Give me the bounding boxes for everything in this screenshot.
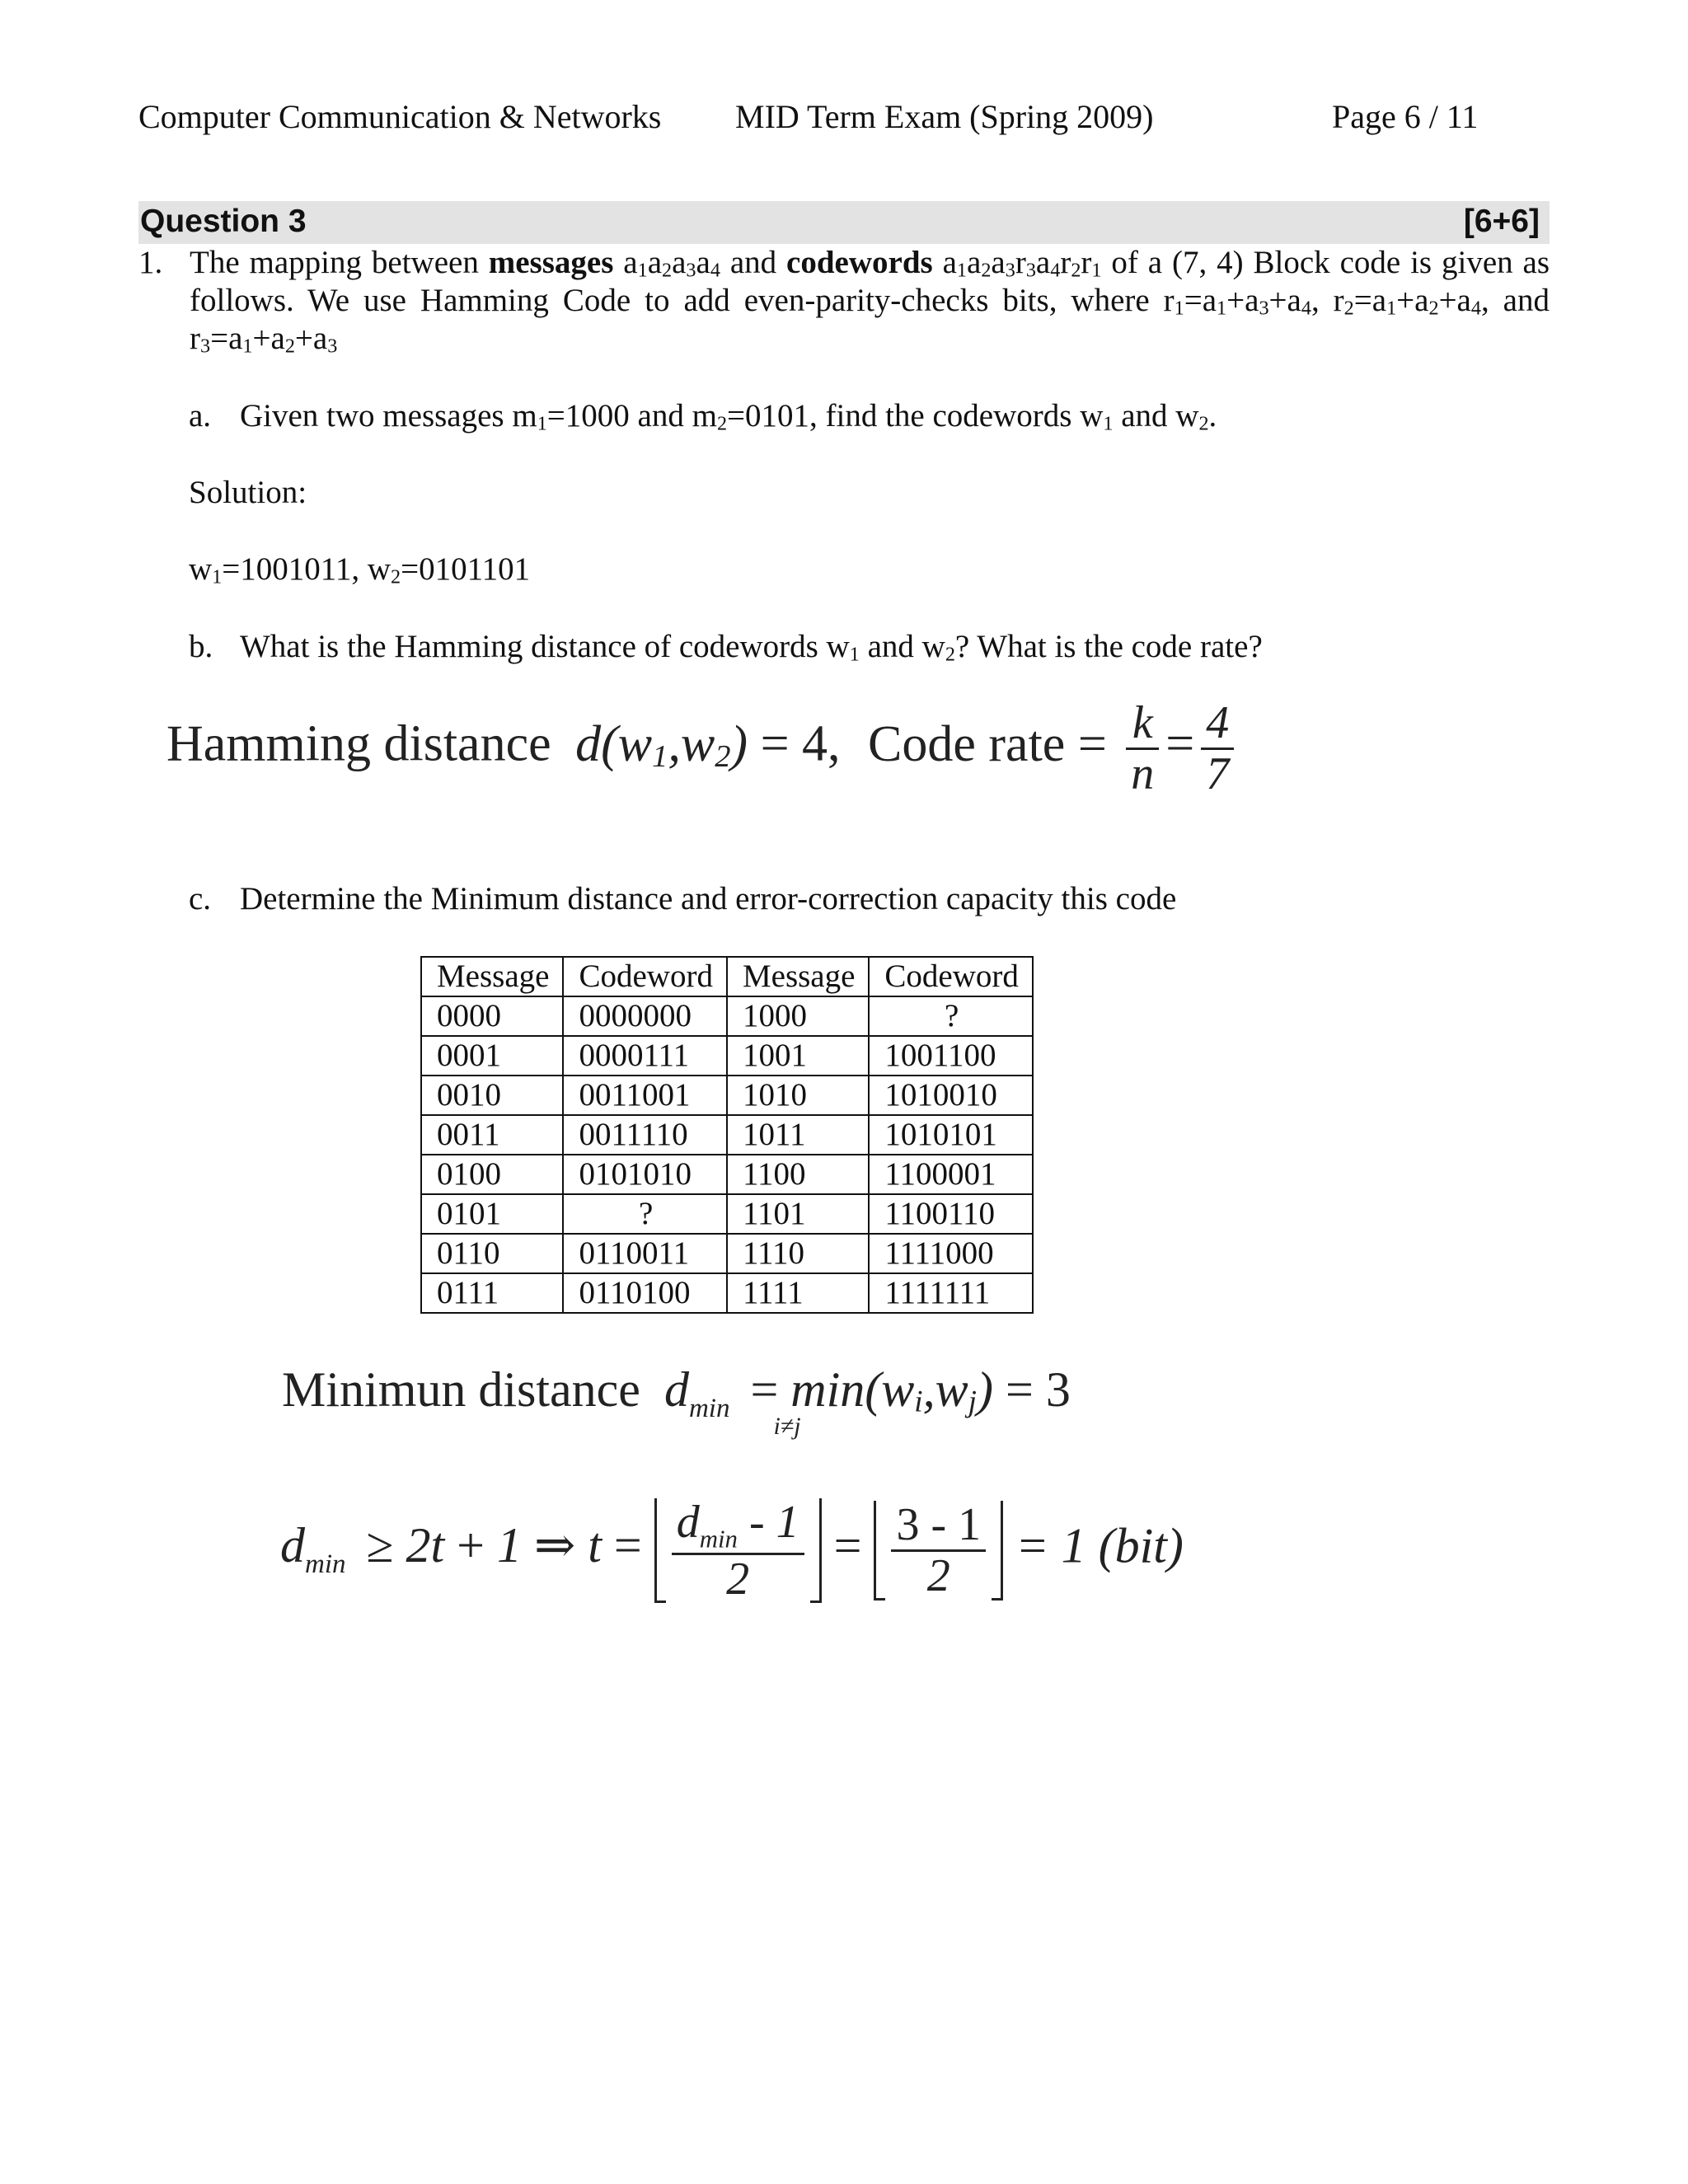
table-row [421, 1273, 1033, 1313]
table-cell: 1000 [727, 996, 869, 1036]
minimum-distance-formula: Minimun distance $d_{min} = \min(w_i,w_j) = 3$ i≠j [282, 1362, 1071, 1440]
table-cell: 1011 [727, 1115, 869, 1155]
table-row [421, 1194, 1033, 1234]
table-row [421, 1155, 1033, 1194]
table-cell: 0111 [421, 1273, 563, 1313]
table-cell: 0000 [421, 996, 563, 1036]
item-number: 1. [138, 245, 163, 280]
header-exam: MID Term Exam (Spring 2009) [735, 98, 1154, 135]
codeword-table [420, 956, 1034, 1314]
table-cell: 0001 [421, 1036, 563, 1076]
table-cell: ? [563, 1194, 726, 1234]
table-cell: 1111111 [869, 1273, 1032, 1313]
table-cell: 1101 [727, 1194, 869, 1234]
table-cell: 0000000 [563, 996, 726, 1036]
code-rate-kn: $\frac{k}{n}$ [1126, 699, 1159, 799]
header-page: Page 6 / 11 [1332, 98, 1479, 135]
header-course: Computer Communication & Networks [138, 98, 662, 135]
code-rate-label: Code rate = [868, 715, 1107, 772]
table-row [421, 996, 1033, 1036]
error-correction-formula: $d_{min} \ge 2t + 1$ ⇒ t = $\frac{d_{min} - 1}{2}$ = $\frac{3 - 1}{2}$ = 1 (bit) [280, 1497, 1184, 1605]
table-cell: 1010 [727, 1076, 869, 1115]
table-cell: 0101 [421, 1194, 563, 1234]
table-cell: 1010101 [869, 1115, 1032, 1155]
table-cell: 0110100 [563, 1273, 726, 1313]
table-cell: 0011 [421, 1115, 563, 1155]
table-row [421, 1036, 1033, 1076]
part-a-label: a. [189, 398, 212, 434]
hamming-distance-label: Hamming distance [166, 715, 551, 772]
solution-label: Solution: [189, 475, 307, 510]
table-cell: 1111000 [869, 1234, 1032, 1273]
part-b-label: b. [189, 629, 213, 664]
table-cell: 0011110 [563, 1115, 726, 1155]
table-cell: 1001 [727, 1036, 869, 1076]
table-cell: 1001100 [869, 1036, 1032, 1076]
col-header-codeword-1: Codeword [563, 957, 726, 996]
question-marks: [6+6] [1463, 204, 1540, 239]
floor-bracket-1: $\frac{d_{min} - 1}{2}$ [654, 1498, 822, 1603]
table-cell: 1100 [727, 1155, 869, 1194]
table-row [421, 1234, 1033, 1273]
col-header-message-2: Message [727, 957, 869, 996]
table-cell: 1100110 [869, 1194, 1032, 1234]
question-title: Question 3 [140, 204, 307, 239]
table-row [421, 1115, 1033, 1155]
min-condition: i≠j [773, 1413, 801, 1440]
table-row [421, 1076, 1033, 1115]
part-c-label: c. [189, 881, 212, 916]
part-c: c. Determine the Minimum distance and error-correction capacity this code [189, 881, 1177, 916]
table-cell: 0110 [421, 1234, 563, 1273]
solution-answer: $w_1=1001011$, $w_2=0101101$ [189, 551, 531, 588]
table-cell: 0011001 [563, 1076, 726, 1115]
code-rate-value: $\frac{4}{7}$ [1201, 699, 1234, 799]
col-header-codeword-2: Codeword [869, 957, 1032, 996]
question-title-bar [138, 201, 1550, 244]
correction-result: = 1 (bit) [1015, 1518, 1184, 1573]
question-paragraph: 1. The mapping between messages $a_1a_2a_3a_4$ and codewords $a_1a_2a_3r_3a_4r_2r_1$ of a (7, 4) Block code is given as follows. We use Hamming Code to add even-parity-checks bits, where $r_1=a_1+a_3+a_4$, $r_2=a_1+a_2+a_4$, and $r_3=a_1+a_2+a_3$ [138, 245, 1550, 358]
table-cell: 1100001 [869, 1155, 1032, 1194]
table-cell: ? [869, 996, 1032, 1036]
table-cell: 0000111 [563, 1036, 726, 1076]
floor-bracket-2: $\frac{3 - 1}{2}$ [874, 1501, 1003, 1601]
table-cell: 0010 [421, 1076, 563, 1115]
minimum-distance-label: Minimun distance [282, 1362, 640, 1417]
hamming-distance-formula: Hamming distance $d(w_1,w_2) = 4$, Code rate = $\frac{k}{n}$ = $\frac{4}{7}$ [166, 699, 1240, 799]
part-a: a. Given two messages $m_1=1000$ and $m_2=0101$, find the codewords $w_1$ and $w_2$. [189, 398, 1217, 435]
table-cell: 1010010 [869, 1076, 1032, 1115]
table-cell: 0100 [421, 1155, 563, 1194]
table-cell: 0110011 [563, 1234, 726, 1273]
table-header-row [421, 957, 1033, 996]
col-header-message-1: Message [421, 957, 563, 996]
table-cell: 0101010 [563, 1155, 726, 1194]
table-cell: 1111 [727, 1273, 869, 1313]
table-cell: 1110 [727, 1234, 869, 1273]
part-b: b. What is the Hamming distance of codewords $w_1$ and $w_2$? What is the code rate? [189, 629, 1263, 666]
